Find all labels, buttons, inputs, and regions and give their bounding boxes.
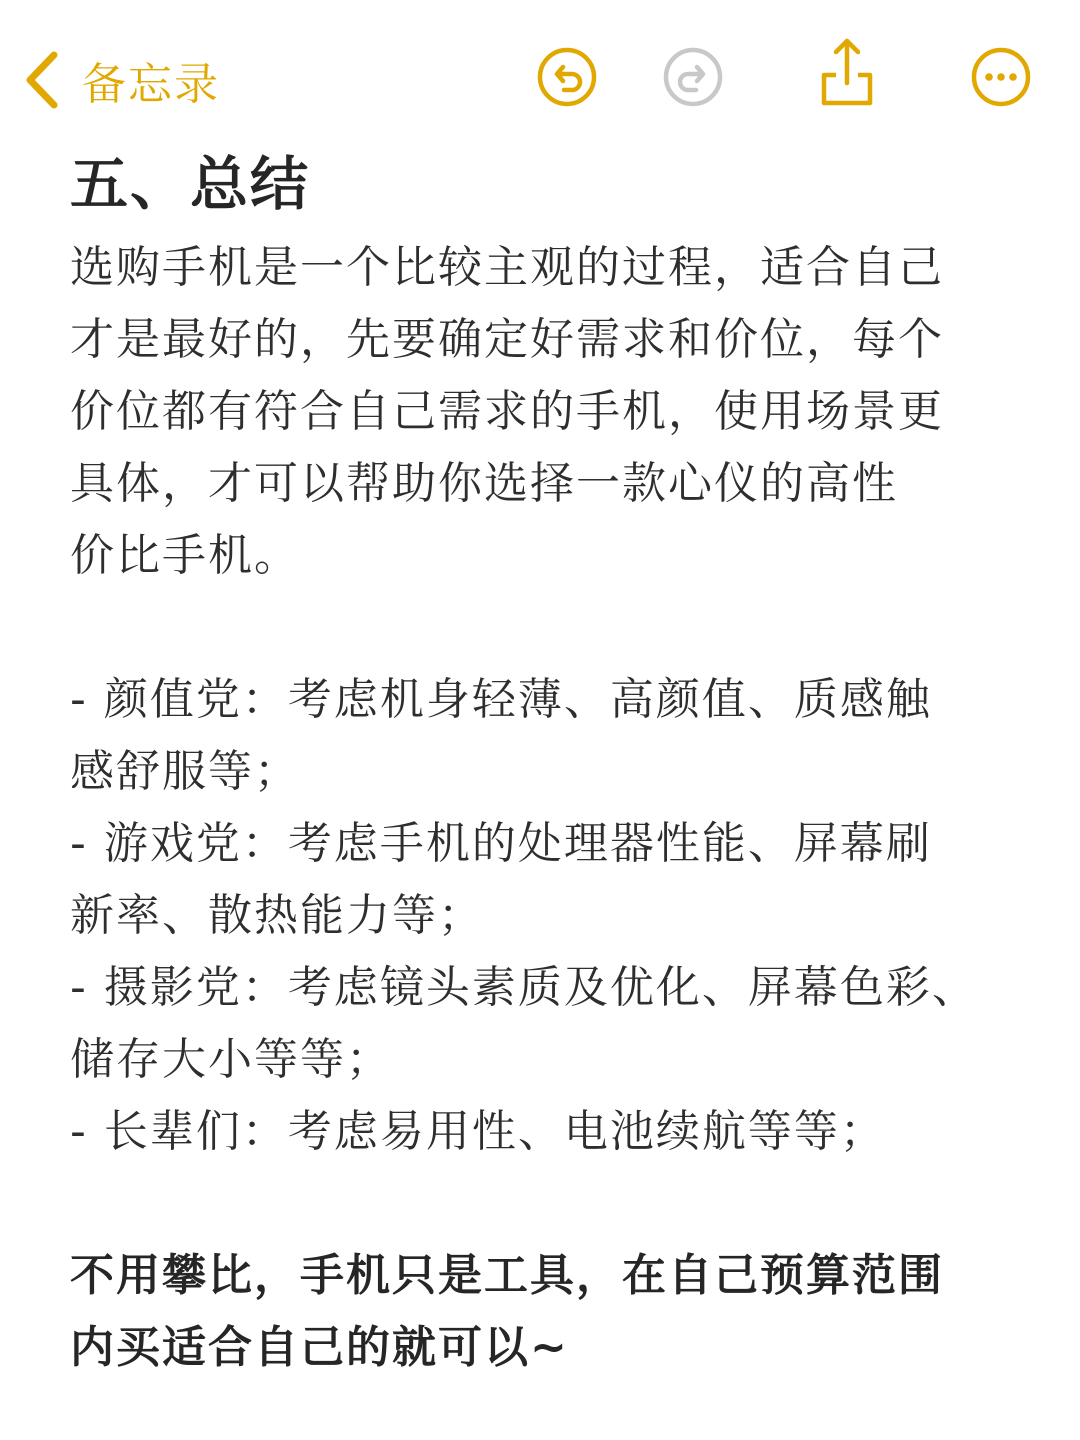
list-item-line: 储存大小等等； [70, 1034, 392, 1085]
share-icon [816, 35, 878, 107]
list-item-line: - 长辈们：考虑易用性、电池续航等等； [70, 1106, 886, 1157]
share-button[interactable] [816, 40, 878, 102]
more-icon [970, 46, 1032, 108]
note-body[interactable] [70, 146, 1010, 1384]
blank-line [70, 1168, 1010, 1240]
redo-button[interactable] [662, 46, 724, 108]
conclusion-line: 不用攀比，手机只是工具，在自己预算范围 [70, 1250, 944, 1301]
more-button[interactable] [970, 46, 1032, 108]
paragraph-line: 选购手机是一个比较主观的过程，适合自己 [70, 242, 944, 293]
conclusion-line: 内买适合自己的就可以~ [70, 1322, 569, 1373]
back-button[interactable] [22, 44, 220, 116]
list-item-gaming [70, 808, 1010, 952]
redo-icon [662, 46, 724, 108]
list-item-line: 感舒服等； [70, 746, 300, 797]
paragraph-line: 具体，才可以帮助你选择一款心仪的高性 [70, 458, 898, 509]
list-item-appearance [70, 664, 1010, 808]
back-label: 备忘录 [82, 59, 220, 110]
list-item-line: - 颜值党：考虑机身轻薄、高颜值、质感触 [70, 674, 932, 725]
blank-line [70, 592, 1010, 664]
paragraph-line: 才是最好的，先要确定好需求和价位，每个 [70, 314, 944, 365]
list-item-photography [70, 952, 1010, 1096]
list-item-line: - 摄影党：考虑镜头素质及优化、屏幕色彩、 [70, 962, 978, 1013]
list-item-line: - 游戏党：考虑手机的处理器性能、屏幕刷 [70, 818, 932, 869]
nav-bar [0, 0, 1080, 140]
undo-button[interactable] [536, 46, 598, 108]
undo-icon [536, 46, 598, 108]
chevron-left-icon [22, 49, 62, 111]
paragraph-line: 价位都有符合自己需求的手机，使用场景更 [70, 386, 944, 437]
note-heading: 五、总结 [70, 150, 311, 218]
list-item-elders [70, 1096, 1010, 1168]
list-item-line: 新率、散热能力等； [70, 890, 484, 941]
paragraph-line: 价比手机。 [70, 530, 300, 581]
